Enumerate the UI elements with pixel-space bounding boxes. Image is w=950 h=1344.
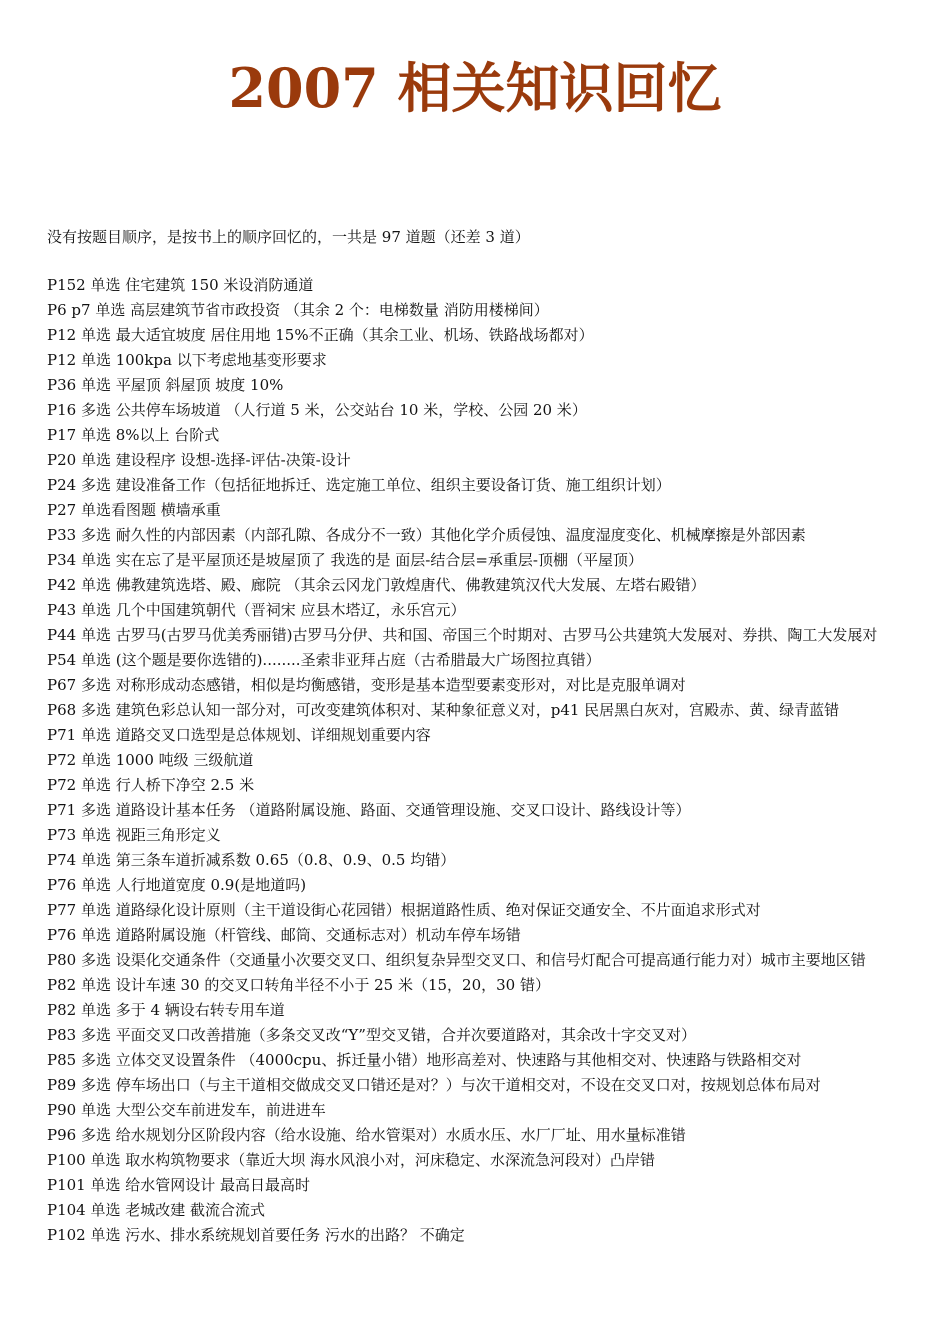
entry-line: P71 单选 道路交叉口选型是总体规划、详细规划重要内容 <box>47 726 431 744</box>
entry-line: P82 单选 多于 4 辆设右转专用车道 <box>47 1001 285 1019</box>
entry-line: P16 多选 公共停车场坡道 （人行道 5 米，公交站台 10 米，学校、公园 20 米） <box>47 401 587 419</box>
entry-line: P24 多选 建设准备工作（包括征地拆迁、选定施工单位、组织主要设备订货、施工组织计划） <box>47 476 671 494</box>
entry-line: P20 单选 建设程序 设想-选择-评估-决策-设计 <box>47 451 351 469</box>
entry-line: P33 多选 耐久性的内部因素（内部孔隙、各成分不一致）其他化学介质侵蚀、温度湿度变化、机械摩擦是外部因素 <box>47 526 806 544</box>
entry-line: P76 单选 道路附属设施（杆管线、邮筒、交通标志对）机动车停车场错 <box>47 926 521 944</box>
entry-line: P104 单选 老城改建 截流合流式 <box>47 1201 266 1219</box>
entry-line: P12 单选 最大适宜坡度 居住用地 15%不正确（其余工业、机场、铁路战场都对） <box>47 326 594 344</box>
entry-line: P36 单选 平屋顶 斜屋顶 坡度 10% <box>47 376 284 394</box>
entry-line: P73 单选 视距三角形定义 <box>47 826 221 844</box>
entry-line: P44 单选 古罗马(古罗马优美秀丽错)古罗马分伊、共和国、帝国三个时期对、古罗马公共建筑大发展对、券拱、陶工大发展对 <box>47 626 878 644</box>
entry-line: P100 单选 取水构筑物要求（靠近大坝 海水风浪小对，河床稳定、水深流急河段对）凸岸错 <box>47 1151 656 1169</box>
entry-line: P54 单选 (这个题是要你选错的)........圣索非亚拜占庭（古希腊最大广场图拉真错） <box>47 651 601 669</box>
entry-line: P12 单选 100kpa 以下考虑地基变形要求 <box>47 351 327 369</box>
entry-line: P17 单选 8%以上 台阶式 <box>47 426 220 444</box>
entry-line: P72 单选 行人桥下净空 2.5 米 <box>47 776 255 794</box>
entry-line: P72 单选 1000 吨级 三级航道 <box>47 751 254 769</box>
entry-line: P90 单选 大型公交车前进发车，前进进车 <box>47 1101 326 1119</box>
entry-line: P74 单选 第三条车道折减系数 0.65（0.8、0.9、0.5 均错） <box>47 851 456 869</box>
entry-line: P71 多选 道路设计基本任务 （道路附属设施、路面、交通管理设施、交叉口设计、路线设计等） <box>47 801 691 819</box>
entry-line: P68 多选 建筑色彩总认知一部分对，可改变建筑体积对、某种象征意义对，p41 民居黑白灰对，宫殿赤、黄、绿青蓝错 <box>47 701 840 719</box>
entry-list <box>47 273 909 1248</box>
entry-line: P96 多选 给水规划分区阶段内容（给水设施、给水管渠对）水质水压、水厂厂址、用水量标准错 <box>47 1126 686 1144</box>
intro-paragraph: 没有按题目顺序，是按书上的顺序回忆的，一共是 97 道题（还差 3 道） <box>47 228 530 246</box>
entry-line: P67 多选 对称形成动态感错，相似是均衡感错，变形是基本造型要素变形对，对比是克服单调对 <box>47 676 686 694</box>
entry-line: P76 单选 人行地道宽度 0.9(是地道吗) <box>47 876 307 894</box>
entry-line: P27 单选看图题 横墙承重 <box>47 501 221 519</box>
entry-line: P34 单选 实在忘了是平屋顶还是坡屋顶了 我选的是 面层-结合层=承重层-顶棚（平屋顶） <box>47 551 643 569</box>
entry-line: P80 多选 设渠化交通条件（交通量小次要交叉口、组织复杂异型交叉口、和信号灯配合可提高通行能力对）城市主要地区错 <box>47 951 866 969</box>
entry-line: P83 多选 平面交叉口改善措施（多条交叉改“Y”型交叉错，合并次要道路对，其余改十字交叉对） <box>47 1026 696 1044</box>
entry-line: P102 单选 污水、排水系统规划首要任务 污水的出路？ 不确定 <box>47 1226 465 1244</box>
entry-line: P85 多选 立体交叉设置条件 （4000cpu、拆迁量小错）地形高差对、快速路与其他相交对、快速路与铁路相交对 <box>47 1051 802 1069</box>
entry-line: P77 单选 道路绿化设计原则（主干道设街心花园错）根据道路性质、绝对保证交通安全、不片面追求形式对 <box>47 901 761 919</box>
page-title: 2007 相关知识回忆 <box>228 56 722 120</box>
entry-line: P42 单选 佛教建筑选塔、殿、廊院 （其余云冈龙门敦煌唐代、佛教建筑汉代大发展、左塔右殿错） <box>47 576 706 594</box>
entry-line: P82 单选 设计车速 30 的交叉口转角半径不小于 25 米（15，20，30 错） <box>47 976 550 994</box>
entry-line: P89 多选 停车场出口（与主干道相交做成交叉口错还是对？）与次干道相交对，不设在交叉口对，按规划总体布局对 <box>47 1076 821 1094</box>
entry-line: P43 单选 几个中国建筑朝代（晋祠宋 应县木塔辽，永乐宫元） <box>47 601 466 619</box>
entry-line: P152 单选 住宅建筑 150 米设消防通道 <box>47 276 314 294</box>
entry-line: P101 单选 给水管网设计 最高日最高时 <box>47 1176 311 1194</box>
entry-line: P6 p7 单选 高层建筑节省市政投资 （其余 2 个：电梯数量 消防用楼梯间） <box>47 301 549 319</box>
